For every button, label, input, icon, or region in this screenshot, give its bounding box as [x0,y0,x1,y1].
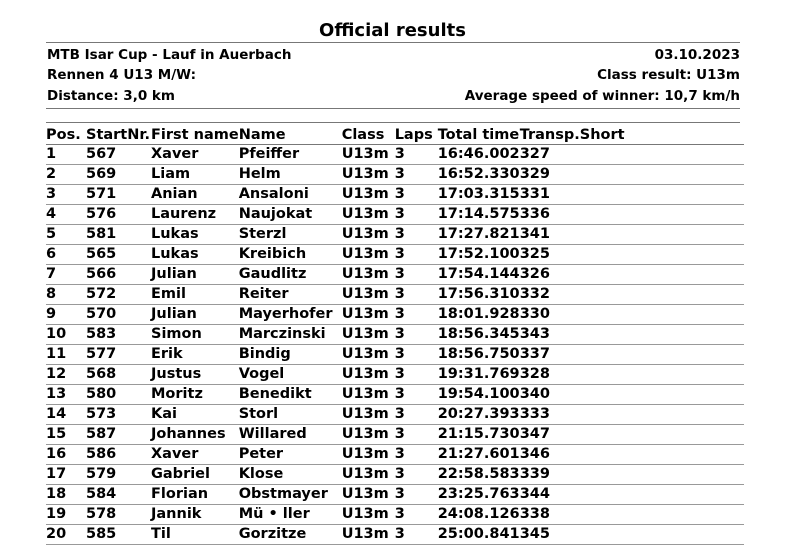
race-label: Rennen 4 U13 M/W: [47,67,197,83]
cell-total-time: 17:54.144 [438,265,520,285]
cell-first-name: Anian [151,185,239,205]
table-row [46,325,744,345]
cell-class: U13m [342,265,395,285]
cell-pos: 1 [46,145,86,165]
cell-total-time: 19:31.769 [438,365,520,385]
cell-startnr: 586 [86,445,151,465]
cell-total-time: 24:08.126 [438,505,520,525]
cell-first-name: Xaver [151,145,239,165]
cell-laps: 3 [395,505,438,525]
cell-laps: 3 [395,225,438,245]
cell-pos: 8 [46,285,86,305]
table-row [46,405,744,425]
table-row [46,245,744,265]
cell-first-name: Gabriel [151,465,239,485]
cell-class: U13m [342,305,395,325]
cell-first-name: Liam [151,165,239,185]
cell-first-name: Johannes [151,425,239,445]
cell-first-name: Justus [151,365,239,385]
cell-transp-short: 340 [520,385,744,405]
cell-transp-short: 331 [520,185,744,205]
cell-laps: 3 [395,265,438,285]
table-row [46,165,744,185]
cell-name: Storl [239,405,342,425]
table-row [46,145,744,165]
header-divider [46,108,740,109]
cell-pos: 4 [46,205,86,225]
cell-pos: 7 [46,265,86,285]
table-row [46,505,744,525]
cell-name: Willared [239,425,342,445]
cell-name: Ansaloni [239,185,342,205]
cell-name: Gaudlitz [239,265,342,285]
col-header-name: Name [238,126,286,143]
cell-startnr: 569 [86,165,151,185]
col-header-total-time: Total time [437,126,520,143]
cell-first-name: Erik [151,345,239,365]
cell-transp-short: 332 [520,285,744,305]
cell-startnr: 581 [86,225,151,245]
cell-pos: 2 [46,165,86,185]
cell-class: U13m [342,245,395,265]
cell-startnr: 578 [86,505,151,525]
cell-laps: 3 [395,245,438,265]
cell-total-time: 18:56.750 [438,345,520,365]
cell-name: Reiter [239,285,342,305]
cell-laps: 3 [395,405,438,425]
cell-pos: 5 [46,225,86,245]
cell-name: Pfeiffer [239,145,342,165]
cell-laps: 3 [395,185,438,205]
cell-class: U13m [342,325,395,345]
cell-total-time: 17:03.315 [438,185,520,205]
cell-startnr: 577 [86,345,151,365]
cell-class: U13m [342,425,395,445]
cell-total-time: 16:52.330 [438,165,520,185]
cell-name: Sterzl [239,225,342,245]
cell-total-time: 17:52.100 [438,245,520,265]
cell-first-name: Simon [151,325,239,345]
cell-total-time: 19:54.100 [438,385,520,405]
cell-laps: 3 [395,365,438,385]
cell-total-time: 17:14.575 [438,205,520,225]
cell-transp-short: 328 [520,365,744,385]
page-title: Official results [319,20,466,41]
table-row [46,525,744,545]
cell-class: U13m [342,485,395,505]
class-result: Class result: U13m [597,67,740,83]
cell-name: Klose [239,465,342,485]
cell-name: Helm [239,165,342,185]
cell-total-time: 16:46.002 [438,145,520,165]
cell-class: U13m [342,225,395,245]
event-name: MTB Isar Cup - Lauf in Auerbach [47,47,292,63]
cell-pos: 20 [46,525,86,545]
cell-first-name: Laurenz [151,205,239,225]
cell-first-name: Jannik [151,505,239,525]
cell-transp-short: 346 [520,445,744,465]
cell-laps: 3 [395,485,438,505]
table-row [46,185,744,205]
col-header-pos: Pos. [46,126,81,143]
cell-name: Bindig [239,345,342,365]
cell-class: U13m [342,345,395,365]
cell-name: Marczinski [239,325,342,345]
cell-transp-short: 338 [520,505,744,525]
cell-pos: 16 [46,445,86,465]
cell-laps: 3 [395,425,438,445]
cell-pos: 14 [46,405,86,425]
average-speed: Average speed of winner: 10,7 km/h [464,88,740,104]
cell-name: Gorzitze [239,525,342,545]
cell-startnr: 579 [86,465,151,485]
cell-pos: 13 [46,385,86,405]
cell-transp-short: 347 [520,425,744,445]
cell-pos: 17 [46,465,86,485]
col-header-first-name: First name [151,126,239,143]
cell-laps: 3 [395,465,438,485]
cell-startnr: 583 [86,325,151,345]
event-date: 03.10.2023 [654,47,740,63]
table-row [46,265,744,285]
title-divider [46,42,740,43]
cell-startnr: 585 [86,525,151,545]
cell-pos: 19 [46,505,86,525]
cell-total-time: 23:25.763 [438,485,520,505]
cell-transp-short: 337 [520,345,744,365]
cell-first-name: Florian [151,485,239,505]
table-row [46,465,744,485]
cell-startnr: 571 [86,185,151,205]
cell-startnr: 572 [86,285,151,305]
cell-startnr: 584 [86,485,151,505]
cell-startnr: 568 [86,365,151,385]
cell-transp-short: 339 [520,465,744,485]
distance-label: Distance: 3,0 km [47,88,175,104]
cell-total-time: 18:01.928 [438,305,520,325]
cell-total-time: 17:56.310 [438,285,520,305]
cell-transp-short: 345 [520,525,744,545]
cell-total-time: 22:58.583 [438,465,520,485]
cell-transp-short: 330 [520,305,744,325]
cell-startnr: 566 [86,265,151,285]
cell-name: Benedikt [239,385,342,405]
cell-startnr: 570 [86,305,151,325]
table-row [46,445,744,465]
table-header-row [46,125,744,145]
table-top-divider [46,122,740,123]
cell-first-name: Kai [151,405,239,425]
cell-class: U13m [342,505,395,525]
cell-laps: 3 [395,145,438,165]
table-row [46,205,744,225]
cell-startnr: 565 [86,245,151,265]
cell-first-name: Lukas [151,225,239,245]
cell-transp-short: 343 [520,325,744,345]
cell-total-time: 21:15.730 [438,425,520,445]
cell-first-name: Lukas [151,245,239,265]
cell-total-time: 17:27.821 [438,225,520,245]
cell-startnr: 573 [86,405,151,425]
cell-laps: 3 [395,285,438,305]
cell-laps: 3 [395,445,438,465]
table-row [46,305,744,325]
cell-name: Naujokat [239,205,342,225]
cell-first-name: Xaver [151,445,239,465]
cell-class: U13m [342,445,395,465]
cell-name: Peter [239,445,342,465]
cell-pos: 18 [46,485,86,505]
cell-class: U13m [342,465,395,485]
cell-startnr: 567 [86,145,151,165]
table-row [46,425,744,445]
cell-first-name: Moritz [151,385,239,405]
cell-laps: 3 [395,325,438,345]
cell-name: Obstmayer [239,485,342,505]
col-header-class: Class [341,126,385,143]
cell-total-time: 21:27.601 [438,445,520,465]
cell-class: U13m [342,205,395,225]
cell-transp-short: 326 [520,265,744,285]
cell-transp-short: 341 [520,225,744,245]
cell-laps: 3 [395,385,438,405]
cell-pos: 12 [46,365,86,385]
cell-first-name: Julian [151,265,239,285]
col-header-startnr: StartNr. [86,126,150,143]
results-table [46,125,744,545]
cell-laps: 3 [395,165,438,185]
cell-class: U13m [342,165,395,185]
cell-class: U13m [342,285,395,305]
cell-startnr: 587 [86,425,151,445]
cell-class: U13m [342,365,395,385]
col-header-transp-short: Transp.Short [519,126,625,143]
cell-name: Mü • ller [239,505,342,525]
table-row [46,345,744,365]
cell-laps: 3 [395,525,438,545]
cell-startnr: 580 [86,385,151,405]
cell-pos: 15 [46,425,86,445]
cell-name: Mayerhofer [239,305,342,325]
cell-pos: 11 [46,345,86,365]
cell-pos: 6 [46,245,86,265]
cell-transp-short: 333 [520,405,744,425]
cell-startnr: 576 [86,205,151,225]
col-header-laps: Laps [394,126,433,143]
cell-laps: 3 [395,305,438,325]
cell-total-time: 18:56.345 [438,325,520,345]
cell-pos: 3 [46,185,86,205]
cell-class: U13m [342,145,395,165]
cell-first-name: Til [151,525,239,545]
cell-pos: 10 [46,325,86,345]
cell-class: U13m [342,405,395,425]
cell-total-time: 20:27.393 [438,405,520,425]
cell-name: Kreibich [239,245,342,265]
table-row [46,385,744,405]
table-row [46,285,744,305]
cell-class: U13m [342,525,395,545]
cell-class: U13m [342,185,395,205]
cell-transp-short: 329 [520,165,744,185]
cell-laps: 3 [395,205,438,225]
cell-total-time: 25:00.841 [438,525,520,545]
cell-class: U13m [342,385,395,405]
cell-laps: 3 [395,345,438,365]
cell-transp-short: 327 [520,145,744,165]
table-row [46,485,744,505]
table-row [46,225,744,245]
cell-first-name: Julian [151,305,239,325]
cell-transp-short: 344 [520,485,744,505]
table-row [46,365,744,385]
cell-transp-short: 325 [520,245,744,265]
cell-first-name: Emil [151,285,239,305]
cell-pos: 9 [46,305,86,325]
cell-transp-short: 336 [520,205,744,225]
cell-name: Vogel [239,365,342,385]
